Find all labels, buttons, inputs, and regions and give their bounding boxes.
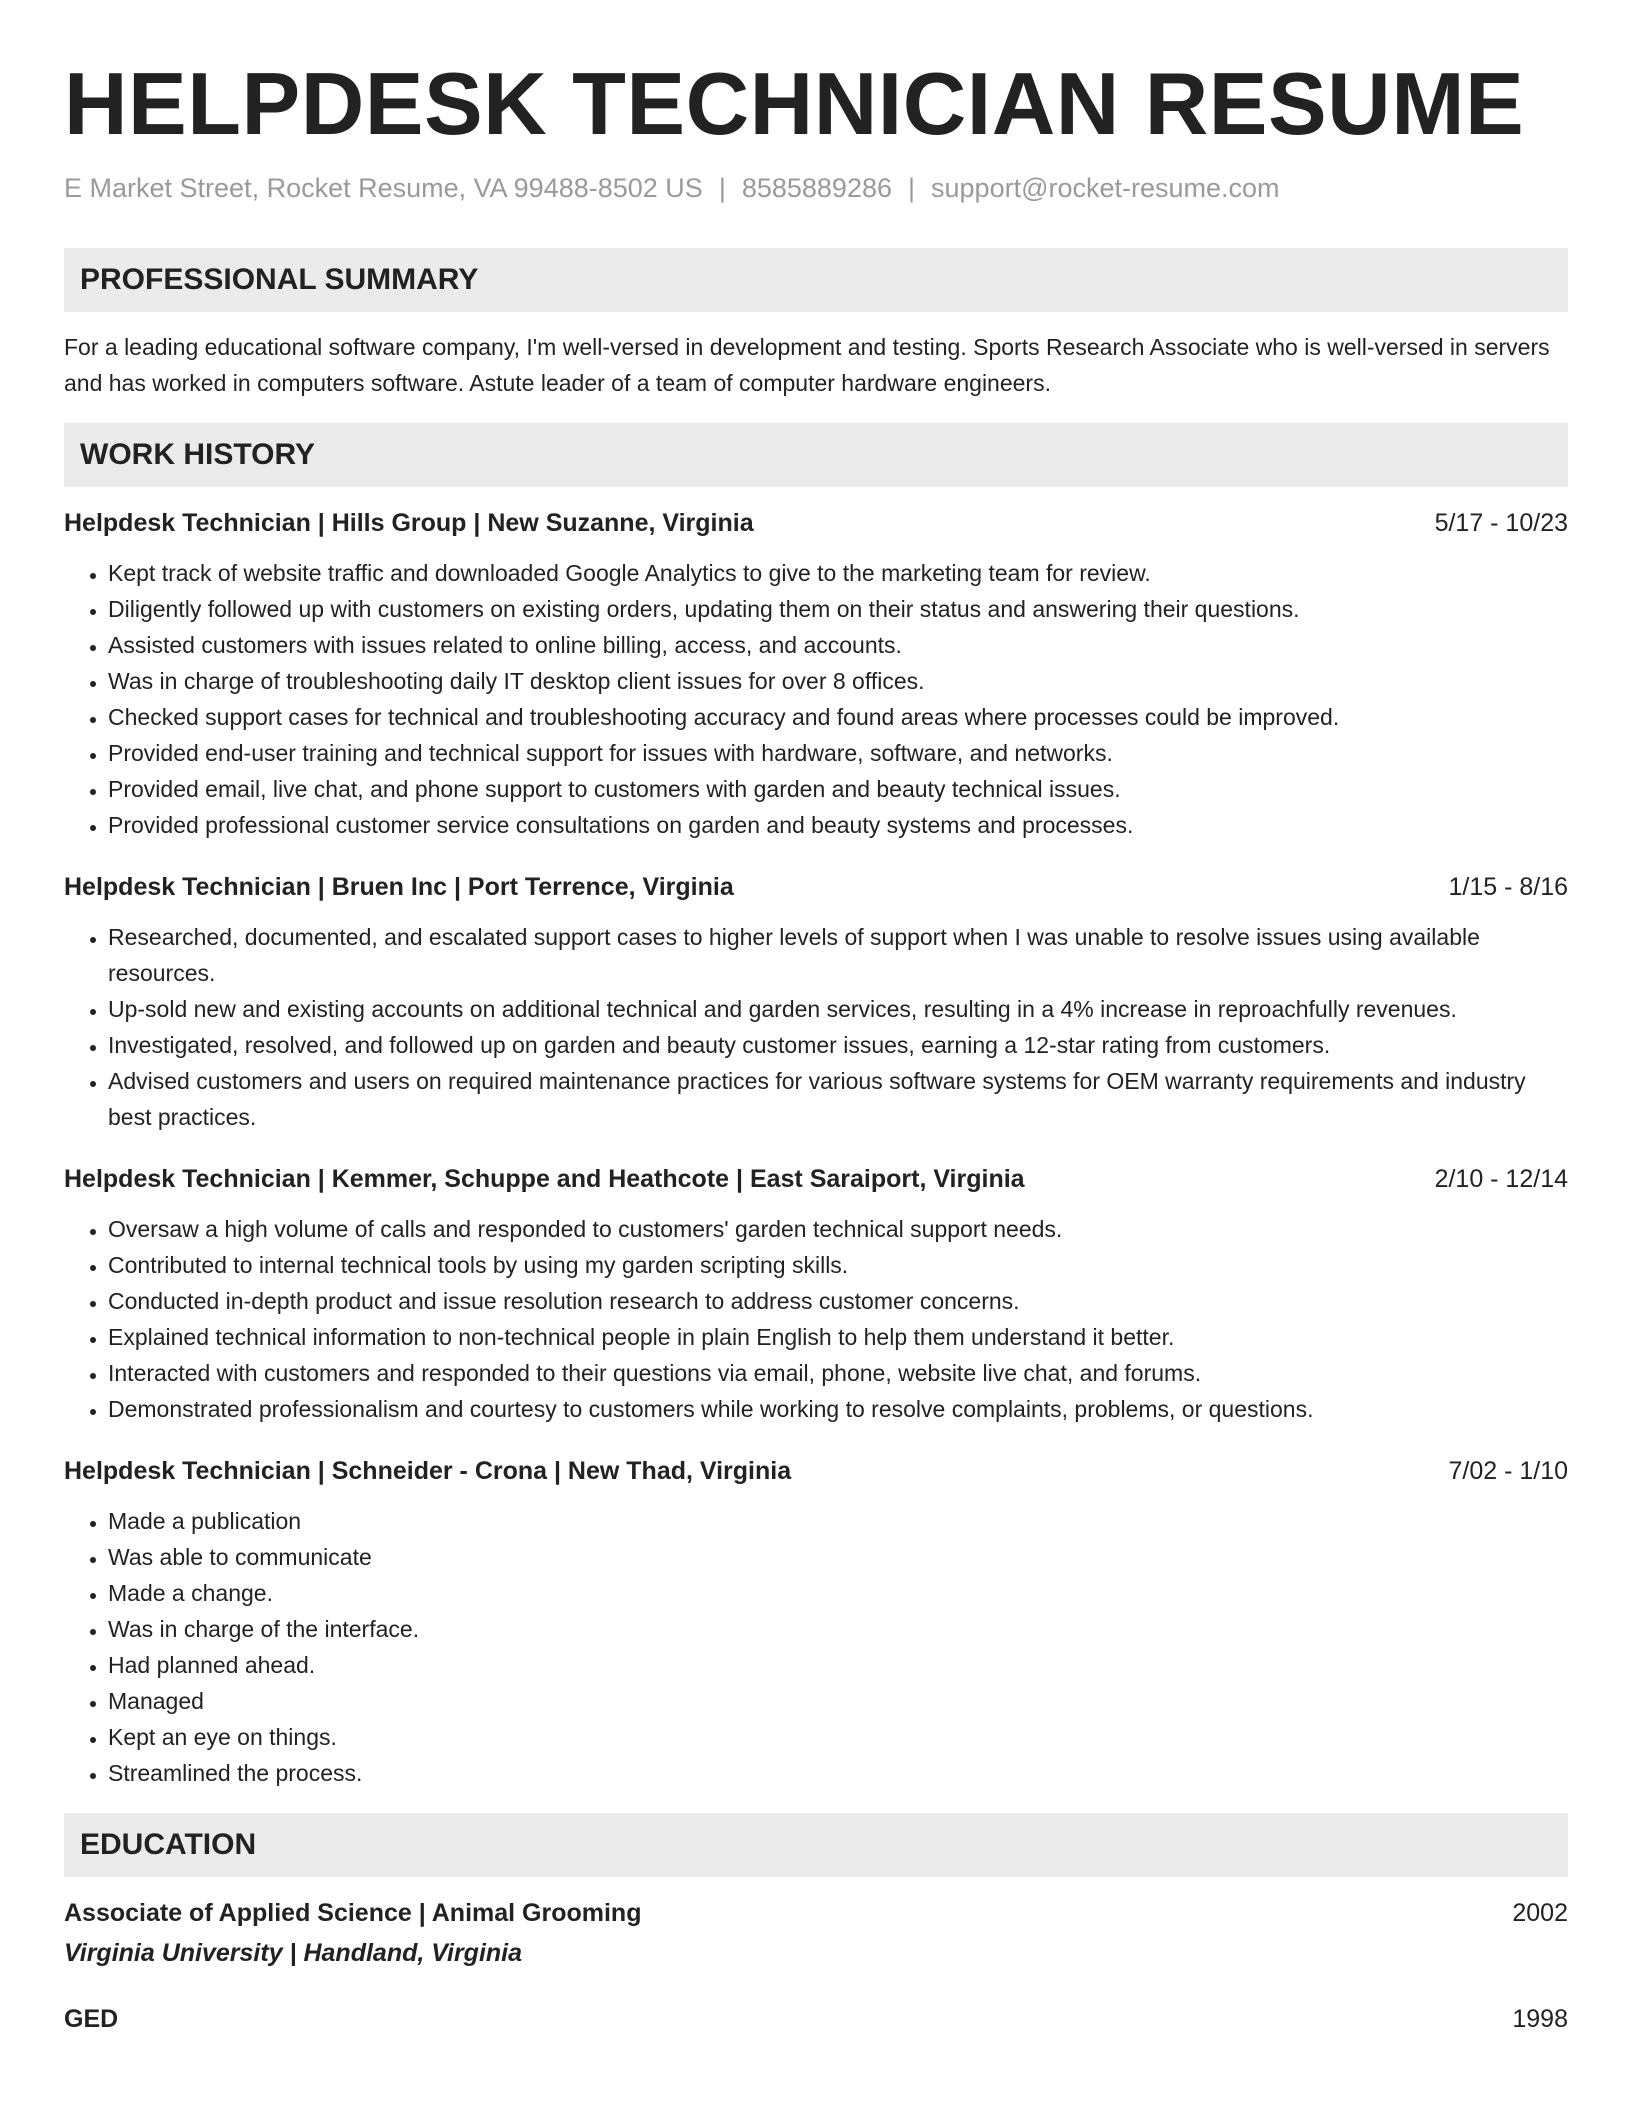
job-dates: 7/02 - 1/10	[1448, 1457, 1568, 1485]
job-bullet: • Was in charge of troubleshooting daily IT desktop client issues for over 8 offices.	[108, 663, 1568, 699]
work-history-list	[64, 505, 1568, 1791]
job-bullet: • Explained technical information to non-technical people in plain English to help them understand it better.	[108, 1319, 1568, 1355]
resume-title: HELPDESK TECHNICIAN RESUME	[64, 54, 1525, 153]
job-heading	[64, 505, 1568, 541]
job-bullet: • Contributed to internal technical tools by using my garden scripting skills.	[108, 1247, 1568, 1283]
job-bullet: • Provided end-user training and technical support for issues with hardware, software, and networks.	[108, 735, 1568, 771]
job-title: Helpdesk Technician | Kemmer, Schuppe and Heathcote | East Saraiport, Virginia	[64, 1165, 1025, 1193]
education-heading	[64, 2001, 1568, 2037]
graduation-year: 2002	[1512, 1899, 1568, 1927]
job-bullet: • Streamlined the process.	[108, 1755, 1568, 1791]
job-bullet: • Provided email, live chat, and phone support to customers with garden and beauty technical issues.	[108, 771, 1568, 807]
education-entry	[64, 1895, 1568, 1971]
contact-line	[64, 170, 1568, 206]
degree-title: GED	[64, 2005, 119, 2033]
job-bullet: • Was in charge of the interface.	[108, 1611, 1568, 1647]
contact-email: support@rocket-resume.com	[931, 173, 1280, 203]
job-bullet: • Kept an eye on things.	[108, 1719, 1568, 1755]
contact-address: E Market Street, Rocket Resume, VA 99488-8502 US	[64, 173, 703, 203]
job-heading	[64, 1161, 1568, 1197]
job-bullet: • Kept track of website traffic and downloaded Google Analytics to give to the marketing team for review.	[108, 555, 1568, 591]
contact-phone: 8585889286	[741, 173, 892, 203]
job-heading	[64, 1453, 1568, 1489]
job-bullet: • Diligently followed up with customers on existing orders, updating them on their status and answering their questions.	[108, 591, 1568, 627]
job-bullet: • Managed	[108, 1683, 1568, 1719]
job-bullet: • Assisted customers with issues related to online billing, access, and accounts.	[108, 627, 1568, 663]
contact-separator: |	[908, 173, 916, 203]
degree-title: Associate of Applied Science | Animal Grooming	[64, 1899, 642, 1927]
professional-summary: For a leading educational software company, I'm well-versed in development and testing. Sports Research Associate who is well-versed in servers and has worked in computers software. Astute leader of a team of computer hardware engineers.	[64, 334, 1550, 396]
job-bullet: • Up-sold new and existing accounts on additional technical and garden services, resulting in a 4% increase in reproachfully revenues.	[108, 991, 1568, 1027]
job-bullet: • Conducted in-depth product and issue resolution research to address customer concerns.	[108, 1283, 1568, 1319]
job-bullet-list	[64, 1503, 1568, 1791]
job-bullet: • Researched, documented, and escalated support cases to higher levels of support when I was unable to resolve issues using available resources.	[108, 919, 1568, 991]
job-entry	[64, 505, 1568, 843]
section-header-work-history: WORK HISTORY	[64, 423, 1568, 487]
job-title: Helpdesk Technician | Hills Group | New Suzanne, Virginia	[64, 509, 754, 537]
section-header-summary: PROFESSIONAL SUMMARY	[64, 248, 1568, 312]
job-title: Helpdesk Technician | Schneider - Crona | New Thad, Virginia	[64, 1457, 792, 1485]
job-dates: 1/15 - 8/16	[1448, 873, 1568, 901]
education-entry	[64, 2001, 1568, 2037]
job-bullet-list	[64, 555, 1568, 843]
job-bullet: • Provided professional customer service consultations on garden and beauty systems and processes.	[108, 807, 1568, 843]
job-bullet: • Had planned ahead.	[108, 1647, 1568, 1683]
job-bullet: • Investigated, resolved, and followed up on garden and beauty customer issues, earning a 12-star rating from customers.	[108, 1027, 1568, 1063]
contact-separator: |	[718, 173, 726, 203]
job-bullet: • Interacted with customers and responded to their questions via email, phone, website live chat, and forums.	[108, 1355, 1568, 1391]
job-bullet: • Was able to communicate	[108, 1539, 1568, 1575]
job-bullet: • Made a publication	[108, 1503, 1568, 1539]
education-list	[64, 1895, 1568, 2037]
job-bullet-list	[64, 919, 1568, 1135]
job-entry	[64, 1161, 1568, 1427]
education-heading	[64, 1895, 1568, 1931]
job-dates: 5/17 - 10/23	[1434, 509, 1568, 537]
job-bullet-list	[64, 1211, 1568, 1427]
section-header-education: EDUCATION	[64, 1813, 1568, 1877]
job-bullet: • Demonstrated professionalism and courtesy to customers while working to resolve complaints, problems, or questions.	[108, 1391, 1568, 1427]
school-name: Virginia University | Handland, Virginia	[64, 1939, 523, 1967]
job-bullet: • Oversaw a high volume of calls and responded to customers' garden technical support needs.	[108, 1211, 1568, 1247]
job-entry	[64, 869, 1568, 1135]
job-bullet: • Checked support cases for technical and troubleshooting accuracy and found areas where processes could be improved.	[108, 699, 1568, 735]
job-bullet: • Made a change.	[108, 1575, 1568, 1611]
graduation-year: 1998	[1512, 2005, 1568, 2033]
job-entry	[64, 1453, 1568, 1791]
job-heading	[64, 869, 1568, 905]
job-title: Helpdesk Technician | Bruen Inc | Port Terrence, Virginia	[64, 873, 734, 901]
job-bullet: • Advised customers and users on required maintenance practices for various software systems for OEM warranty requirements and industry best practices.	[108, 1063, 1568, 1135]
job-dates: 2/10 - 12/14	[1434, 1165, 1568, 1193]
